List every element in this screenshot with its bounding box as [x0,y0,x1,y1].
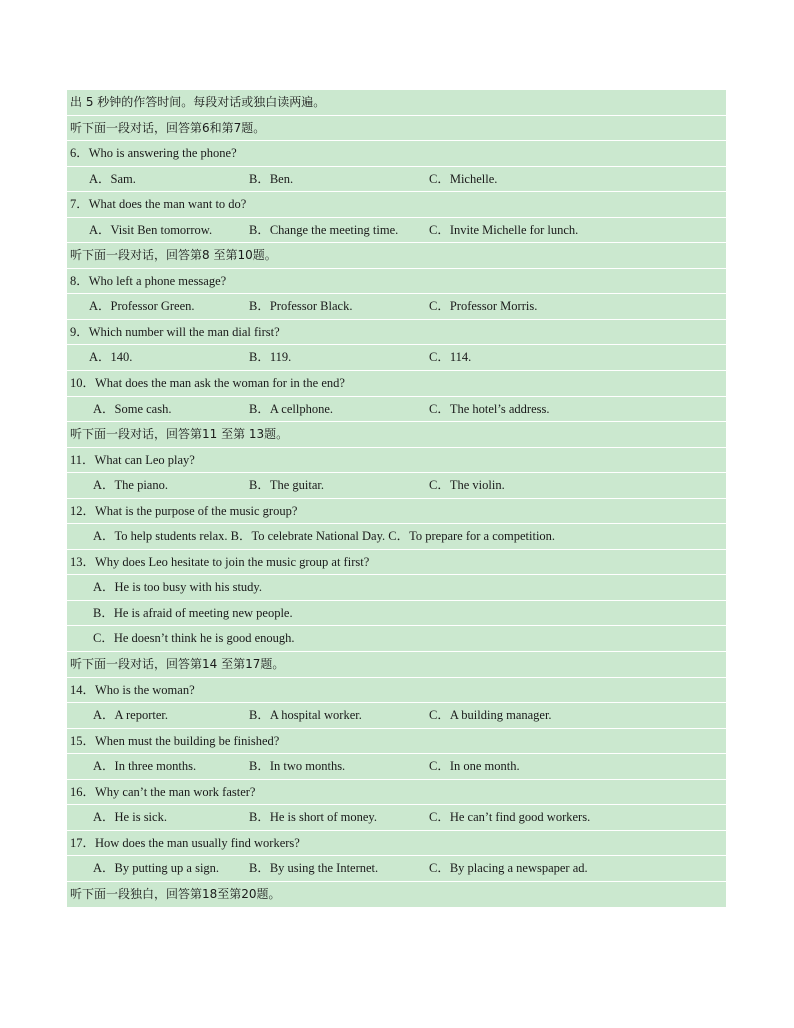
question-stem [67,499,726,525]
instruction-text: 听下面一段对话，回答第8 至第10题。 [70,248,277,263]
question-text: 7．What does the man want to do? [70,197,247,212]
question-text: 17．How does the man usually find workers? [70,835,300,850]
option-c: C．The violin. [429,478,505,493]
instruction-text: 听下面一段对话，回答第14 至第17题。 [70,657,285,672]
answer-options [67,524,726,550]
question-stem [67,192,726,218]
section-instruction [67,116,726,142]
option-c: C．Invite Michelle for lunch. [429,222,579,237]
option-c: C．The hotel’s address. [429,401,550,416]
option-b: B．Ben. [249,171,294,186]
answer-options [67,754,726,780]
option-c: C．Professor Morris. [429,299,538,314]
section-instruction [67,652,726,678]
option-b: B．A cellphone. [249,401,334,416]
option-b: B．He is short of money. [249,810,377,825]
option-c: C．114. [429,350,472,365]
option-c: C．In one month. [429,759,520,774]
option-a: A．He is sick. [93,810,167,825]
answer-options [67,397,726,423]
question-text: 6．Who is answering the phone? [70,146,237,161]
question-text: 12．What is the purpose of the music group? [70,503,298,518]
option-text: C．He doesn’t think he is good enough. [93,631,295,646]
answer-options [67,218,726,244]
answer-options [67,703,726,729]
option-a: A．The piano. [93,478,168,493]
section-instruction [67,882,726,908]
question-stem [67,320,726,346]
answer-options [67,473,726,499]
option-a: A．Sam. [89,171,136,186]
option-text: A．He is too busy with his study. [93,580,262,595]
answer-options [67,575,726,601]
question-stem [67,371,726,397]
option-a: A．Visit Ben tomorrow. [89,222,213,237]
option-b: B．In two months. [249,759,346,774]
section-instruction [67,243,726,269]
question-stem [67,780,726,806]
answer-options [67,626,726,652]
listening-section [67,90,726,908]
answer-options [67,167,726,193]
question-text: 8．Who left a phone message? [70,273,227,288]
question-text: 14．Who is the woman? [70,682,195,697]
option-a: A．Professor Green. [89,299,195,314]
option-text: A．To help students relax. B．To celebrate National Day. C．To prepare for a competition. [93,529,556,544]
option-b: B．Change the meeting time. [249,222,399,237]
question-stem [67,448,726,474]
answer-options [67,294,726,320]
question-text: 10．What does the man ask the woman for in the end? [70,376,345,391]
question-text: 15．When must the building be finished? [70,733,280,748]
answer-options [67,601,726,627]
instruction-text: 听下面一段对话，回答第6和第7题。 [70,120,266,135]
option-c: C．He can’t find good workers. [429,810,591,825]
question-stem [67,141,726,167]
option-c: C．Michelle. [429,171,498,186]
option-b: B．A hospital worker. [249,708,362,723]
option-a: A．Some cash. [93,401,172,416]
question-stem [67,678,726,704]
instruction-text: 听下面一段独白，回答第18至第20题。 [70,886,281,901]
instruction-text: 听下面一段对话，回答第11 至第 13题。 [70,427,289,442]
question-text: 11．What can Leo play? [70,452,195,467]
answer-options [67,805,726,831]
option-a: A．140. [89,350,133,365]
section-instruction [67,422,726,448]
option-a: A．A reporter. [93,708,168,723]
option-c: C．A building manager. [429,708,552,723]
section-instruction [67,90,726,116]
option-b: B．119. [249,350,292,365]
question-text: 13．Why does Leo hesitate to join the music group at first? [70,554,370,569]
question-stem [67,269,726,295]
option-b: B．Professor Black. [249,299,353,314]
question-stem [67,550,726,576]
answer-options [67,345,726,371]
question-stem [67,729,726,755]
option-b: B．By using the Internet. [249,861,379,876]
question-text: 9．Which number will the man dial first? [70,324,280,339]
option-text: B．He is afraid of meeting new people. [93,605,293,620]
option-a: A．In three months. [93,759,197,774]
option-b: B．The guitar. [249,478,324,493]
answer-options [67,856,726,882]
option-a: A．By putting up a sign. [93,861,220,876]
instruction-text: 出 5 秒钟的作答时间。每段对话或独白读两遍。 [70,95,326,109]
option-c: C．By placing a newspaper ad. [429,861,588,876]
question-stem [67,831,726,857]
question-text: 16．Why can’t the man work faster? [70,784,256,799]
